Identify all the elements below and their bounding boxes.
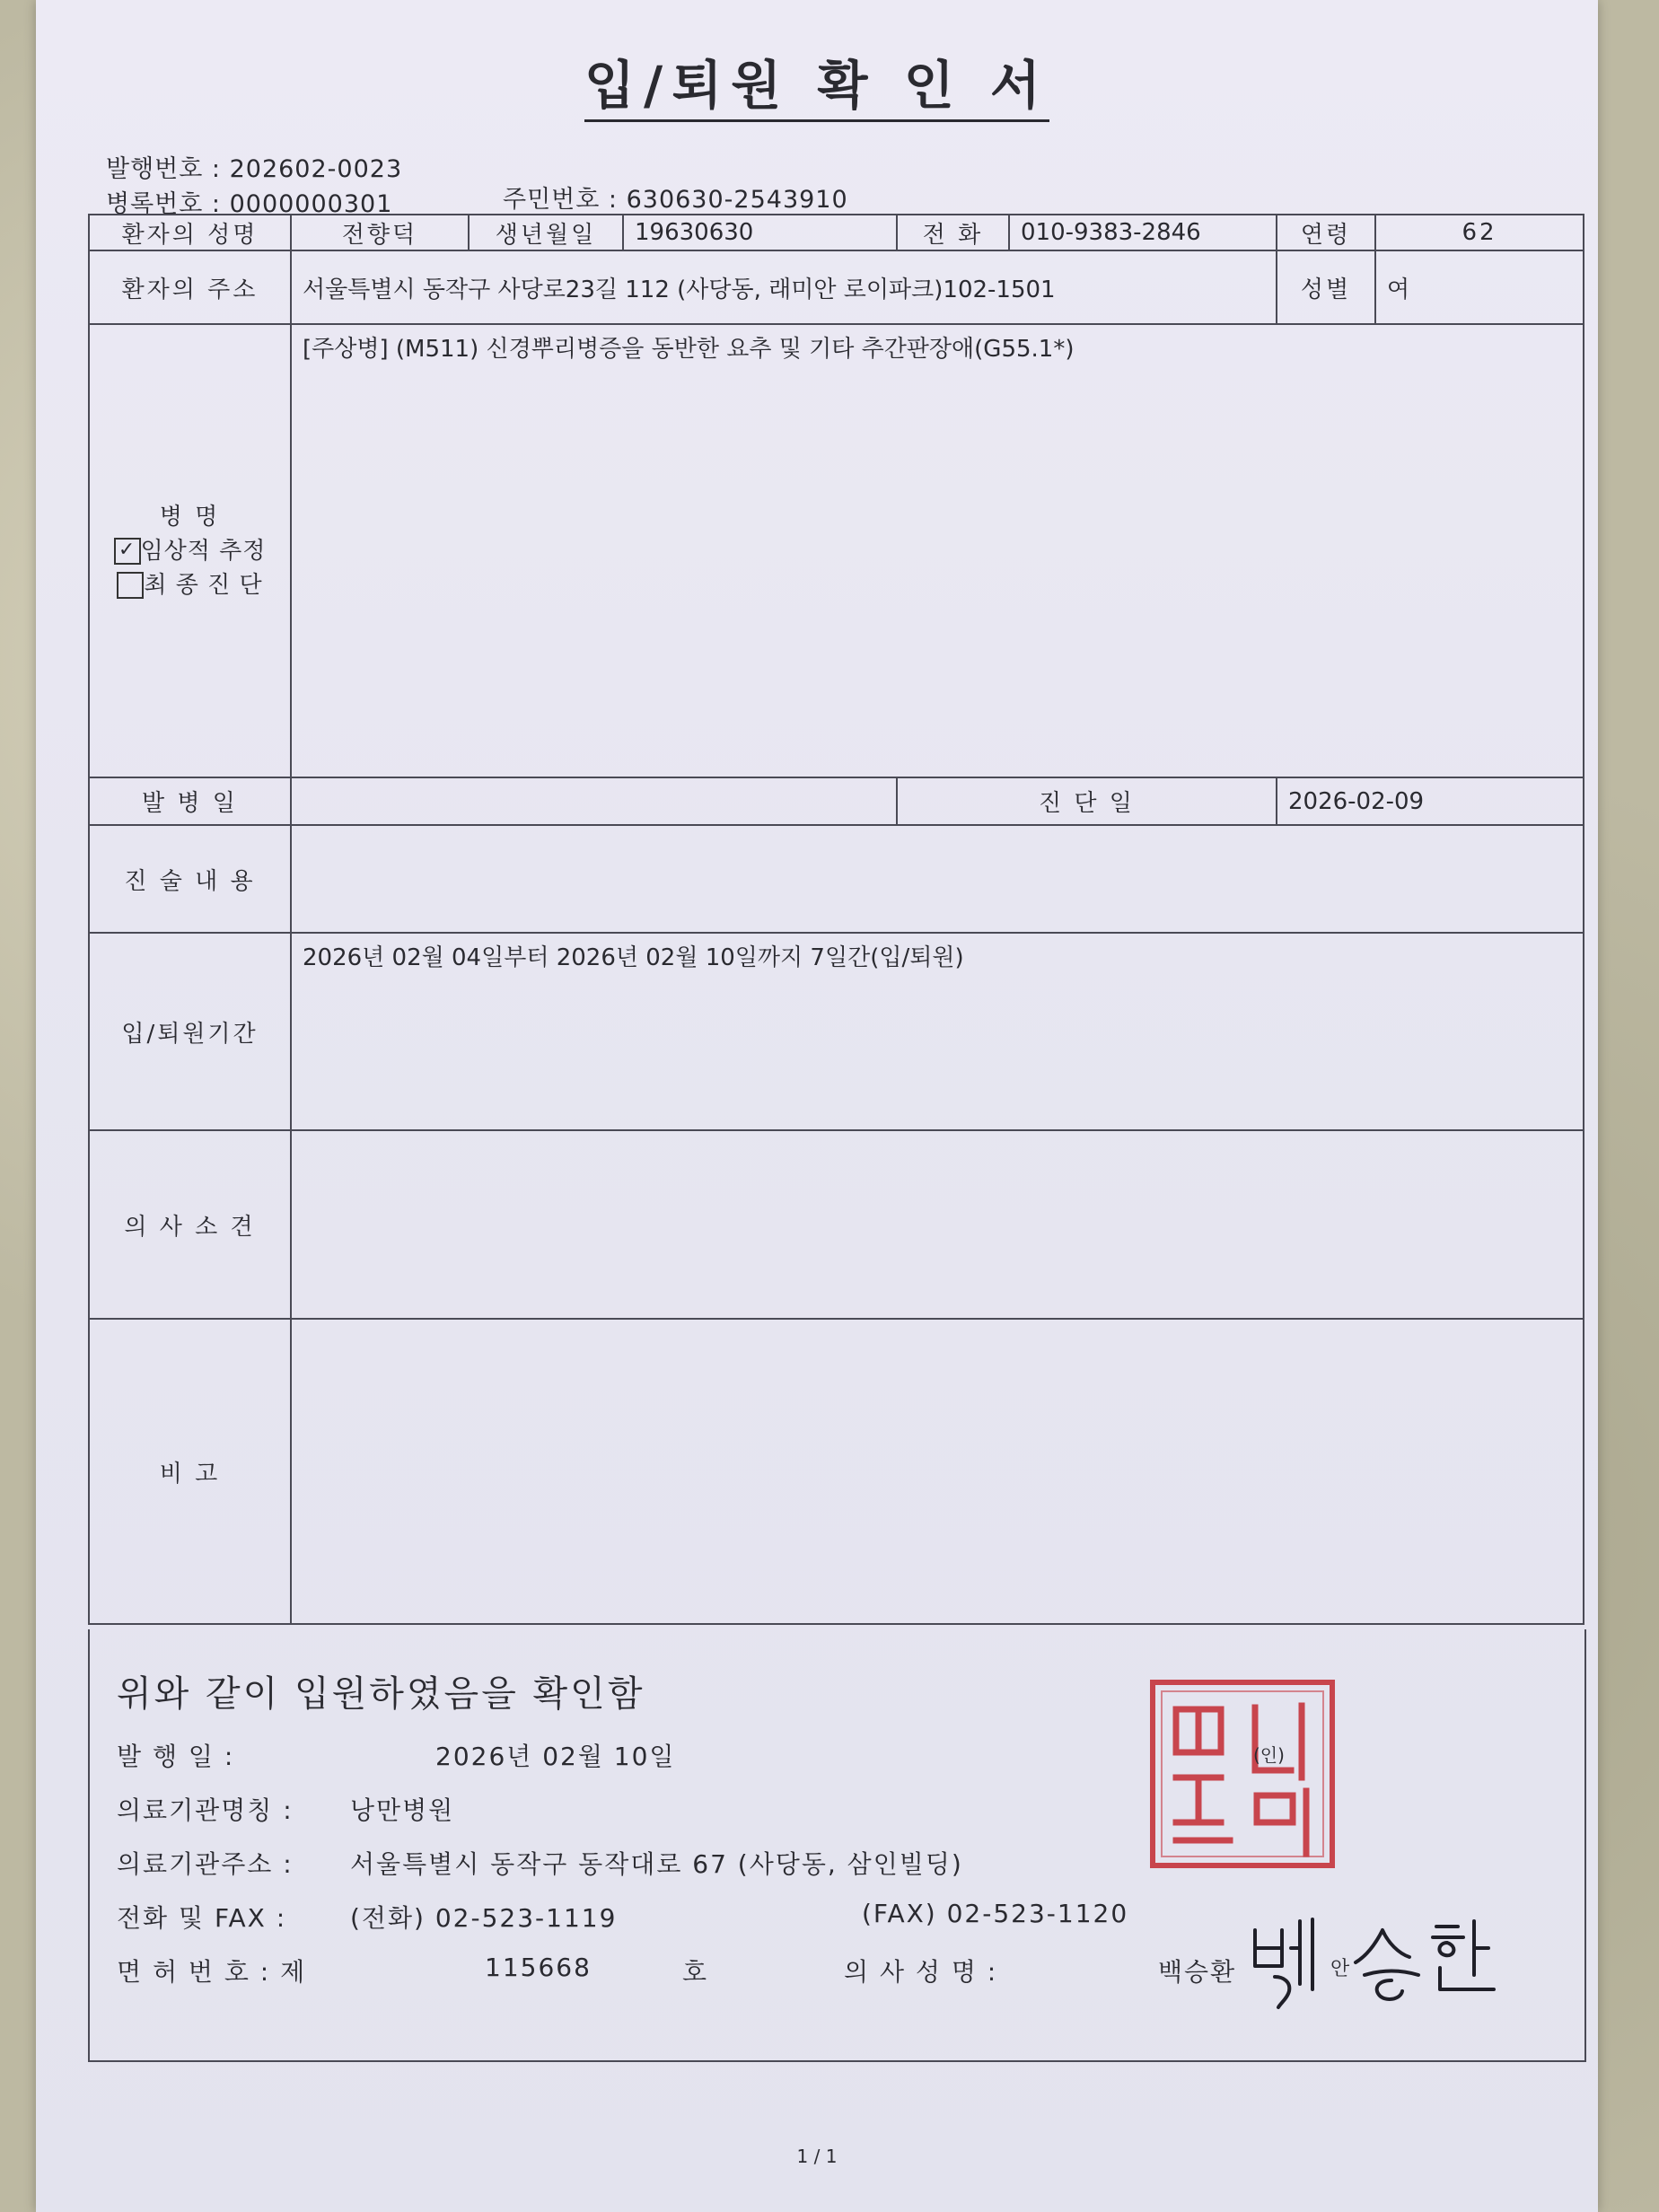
birth-date: 19630630 (623, 215, 897, 250)
hospital-address: 서울특별시 동작구 동작대로 67 (사당동, 삼인빌딩) (350, 1849, 963, 1879)
onset-label: 발 병 일 (89, 777, 291, 825)
record-number: 병록번호 : 0000000301 (106, 190, 393, 218)
checkbox-empty-icon[interactable] (117, 572, 144, 599)
remarks-value (291, 1319, 1584, 1624)
issue-date-label: 발 행 일 : (117, 1742, 235, 1771)
hospital-name-label: 의료기관명칭 : (117, 1795, 294, 1825)
hospital-fax: (FAX) 02-523-1120 (862, 1899, 1129, 1928)
remarks-label: 비 고 (89, 1319, 291, 1624)
certificate-form (88, 214, 1584, 1625)
address-label: 환자의 주소 (89, 250, 291, 324)
opinion-label: 의 사 소 견 (89, 1130, 291, 1319)
tel-fax-label: 전화 및 FAX : (117, 1903, 287, 1933)
clinical-estimate-option[interactable]: ✓ 임상적 추정 (101, 534, 279, 568)
diagnosis-label-cell (89, 324, 291, 777)
patient-phone: 010-9383-2846 (1009, 215, 1277, 250)
final-diagnosis-option[interactable]: 최 종 진 단 (101, 568, 279, 602)
resident-number: 주민번호 : 630630-2543910 (503, 186, 848, 214)
hospital-name: 낭만병원 (350, 1795, 455, 1825)
phone-label: 전 화 (897, 215, 1009, 250)
checkbox-checked-icon[interactable]: ✓ (114, 538, 141, 565)
doctor-name: 백승환 (1158, 1957, 1237, 1987)
page-number: 1 / 1 (796, 2146, 838, 2167)
statement-value (291, 825, 1584, 933)
onset-date (291, 777, 897, 825)
svg-text:안: 안 (1330, 1958, 1350, 1980)
document-title: 입/퇴원 확 인 서 (36, 43, 1598, 118)
license-number: 115668 (485, 1953, 592, 1982)
license-suffix: 호 (682, 1957, 709, 1987)
confirmation-statement: 위와 같이 입원하였음을 확인함 (117, 1673, 645, 1715)
patient-name: 전향덕 (291, 215, 469, 250)
patient-address: 서울특별시 동작구 사당로23길 112 (사당동, 래미안 로이파크)102-1501 (291, 250, 1277, 324)
hospital-seal-stamp (1149, 1679, 1336, 1869)
patient-name-label: 환자의 성명 (89, 215, 291, 250)
diagnosis-date: 2026-02-09 (1277, 777, 1584, 825)
issue-number: 발행번호 : 202602-0023 (106, 155, 403, 183)
diagnosis-date-label: 진 단 일 (897, 777, 1277, 825)
admission-period: 2026년 02월 04일부터 2026년 02월 10일까지 7일간(입/퇴원) (291, 933, 1584, 1130)
doctor-name-label: 의 사 성 명 : (844, 1957, 998, 1987)
patient-sex: 여 (1375, 250, 1584, 324)
diagnosis-text: [주상병] (M511) 신경뿌리병증을 동반한 요추 및 기타 추간판장애(G55.1*) (291, 324, 1584, 777)
sex-label: 성별 (1277, 250, 1375, 324)
seal-suffix: (인) (1253, 1744, 1285, 1766)
birth-label: 생년월일 (469, 215, 623, 250)
hospital-address-label: 의료기관주소 : (117, 1849, 294, 1879)
doctor-signature (1248, 1912, 1508, 2011)
opinion-value (291, 1130, 1584, 1319)
period-label: 입/퇴원기간 (89, 933, 291, 1130)
age-label: 연령 (1277, 215, 1375, 250)
diagnosis-label: 병 명 (159, 503, 221, 531)
hospital-phone: (전화) 02-523-1119 (350, 1903, 618, 1933)
license-label: 면 허 번 호 : 제 (117, 1957, 307, 1987)
issue-date: 2026년 02월 10일 (435, 1742, 676, 1771)
patient-age: 62 (1375, 215, 1584, 250)
statement-label: 진 술 내 용 (89, 825, 291, 933)
document-sheet (36, 0, 1598, 2212)
